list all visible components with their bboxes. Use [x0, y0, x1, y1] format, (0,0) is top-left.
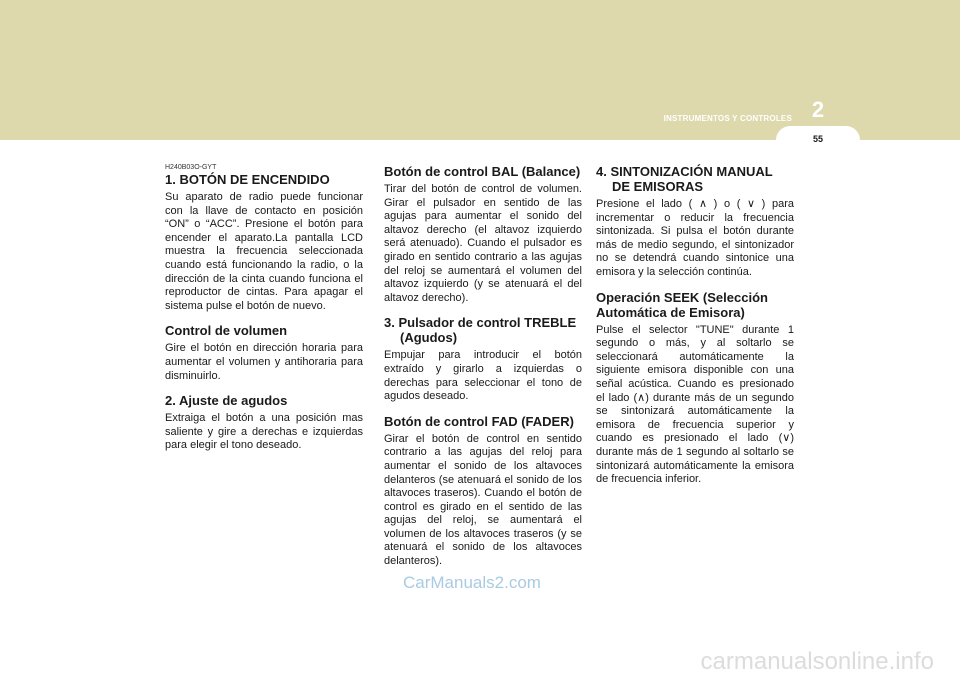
- section-heading: 1. BOTÓN DE ENCENDIDO: [165, 172, 330, 187]
- section-heading: Control de volumen: [165, 323, 288, 339]
- section-body: Gire el botón en dirección horaria para aumentar el volumen y antihoraria para disminuirlo.: [165, 342, 363, 382]
- chapter-title: INSTRUMENTOS Y CONTROLES: [663, 114, 792, 123]
- column-2: [384, 164, 582, 579]
- section-body: Empujar para introducir el botón extraído y girarlo a izquierdas o derechas para seleccionar el tono de agudos deseado.: [384, 349, 582, 403]
- section-heading: 3. Pulsador de control TREBLE (Agudos): [384, 315, 577, 346]
- section-heading: 2. Ajuste de agudos: [165, 393, 288, 409]
- section-heading: Botón de control FAD (FADER): [384, 413, 574, 429]
- section-heading: 4. SINTONIZACIÓN MANUAL DE EMISORAS: [596, 164, 773, 194]
- section-body: Su aparato de radio puede funcionar con la llave de contacto en posición “ON” o “ACC”. Presione el botón para encender el aparato.La pantalla LCD muestra la frecuencia seleccionada cuando está funcionando la radio, o la dirección de la cinta cuando funciona el reproductor de cintas. Para apagar el sistema pulse el botón de nuevo.: [165, 191, 363, 312]
- section-heading: Botón de control BAL (Balance): [384, 164, 581, 179]
- chapter-number: 2: [811, 97, 825, 122]
- column-3: [596, 164, 794, 497]
- section-body: Girar el botón de control en sentido contrario a las agujas del reloj para aumentar el sonido de los altavoces delanteros (se atenuará el sonido de los altavoces traseros). Cuando el botón de control es girado en el sentido de las agujas del reloj, se aumentará el volumen de los altavoces traseros (y se atenuará el sonido de los altavoces delanteros).: [384, 432, 582, 568]
- page-number: 55: [812, 134, 823, 144]
- section-body: Extraiga el botón a una posición mas saliente y gire a derechas e izquierdas para elegir el tono deseado.: [165, 412, 363, 452]
- section-body: Presione el lado ( ∧ ) o ( ∨ ) para incrementar o reducir la frecuencia sintonizada. Si pulsa el botón durante más de medio segundo, el sintonizador no se detendrá cuando sintonice una emisora y la selección continúa.: [596, 198, 794, 278]
- footer-url: carmanualsonline.info: [700, 648, 934, 675]
- watermark: CarManuals2.com: [403, 573, 541, 592]
- section-body: Tirar del botón de control de volumen. Girar el pulsador en sentido de las agujas para aumentar el sonido del altavoz derecho (el altavoz izquierdo será atenuado). Cuando el pulsador es girado en sentido contrario a las agujas del reloj se aumentará el volumen del altavoz izquierdo (y se atenuará el del altavoz derecho).: [384, 183, 582, 304]
- section-body: Pulse el selector "TUNE" durante 1 segundo o más, y al soltarlo se seleccionará automáticamente la siguiente emisora disponible con una señal acústica. Cuando es presionado el lado (∧) durante más de un segundo se sintonizará automáticamente la emisora de frecuencia superior y cuando es presionado el lado (∨) durante más de 1 segundo al soltarlo se sintonizará automáticamente la emisora de frecuencia inferior.: [596, 323, 794, 486]
- section-heading: Operación SEEK (Selección Automática de Emisora): [596, 289, 768, 320]
- section-code: H240B03O-GYT: [165, 164, 217, 171]
- column-1: [165, 164, 363, 463]
